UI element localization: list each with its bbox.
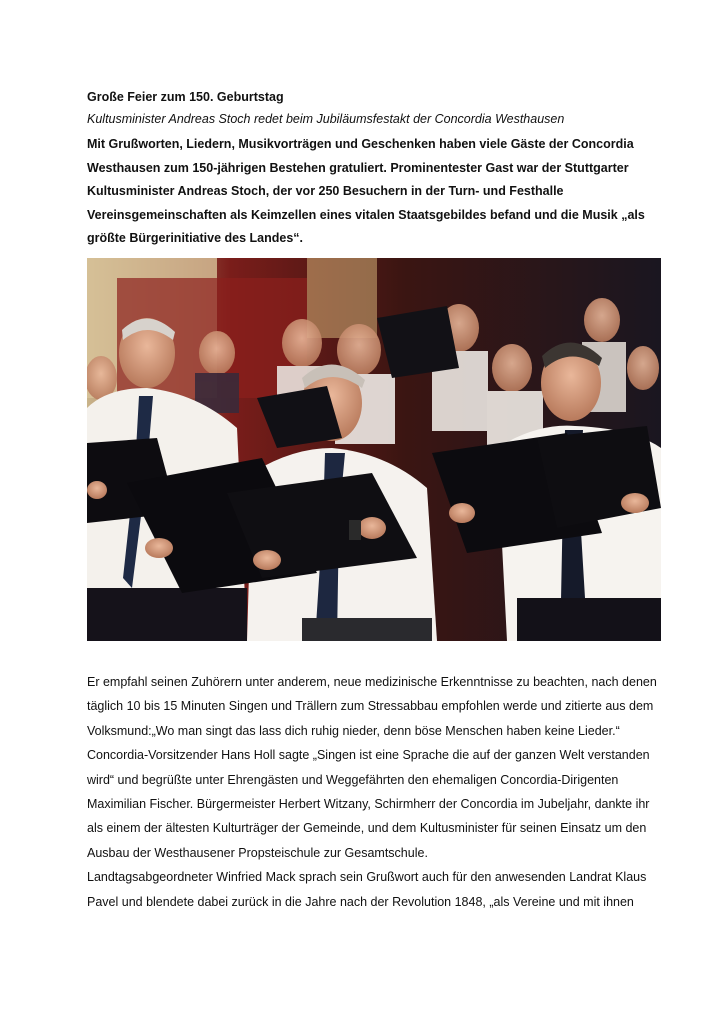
choir-photo-illustration [87,258,661,641]
paragraph: Er empfahl seinen Zuhörern unter anderem, neue medizinische Erkenntnisse zu beachten, nach denen täglich 10 bis 15 Minuten Singen und Trällern zum Stressabbau empfohlen werde und zitierte aus dem Volksmund:„Wo man singt das lass dich ruhig nieder, denn böse Menschen haben keine Lieder.“ [87,675,657,738]
article-body [87,670,667,914]
article-title: Große Feier zum 150. Geburtstag [87,90,284,104]
paragraph: Landtagsabgeordneter Winfried Mack sprach sein Grußwort auch für den anwesenden Landrat Klaus Pavel und blendete dabei zurück in die Jahre nach der Revolution 1848, „als Vereine und mit ihnen [87,870,647,909]
choir-photo [87,258,661,641]
article-lead: Mit Grußworten, Liedern, Musikvorträgen und Geschenken haben viele Gäste der Concordia Westhausen zum 150-jährigen Bestehen gratuliert. Prominentester Gast war der Stuttgarter Kultusminister Andreas Stoch, der vor 250 Besuchern in der Turn- und Festhalle Vereinsgemeinschaften als Keimzellen eines vitalen Staatsgebildes befand und die Musik „als größte Bürgerinitiative des Landes“. [87,137,645,246]
paragraph: Concordia-Vorsitzender Hans Holl sagte „Singen ist eine Sprache die auf der ganzen Welt verstanden wird“ und begrüßte unter Ehrengästen und Weggefährten den ehemaligen Concordia-Dirigenten Maximilian Fischer. Bürgermeister Herbert Witzany, Schirmherr der Concordia im Jubeljahr, dankte ihr als einem der ältesten Kulturträger der Gemeinde, und dem Kultusminister für seinen Einsatz um den Ausbau der Westhausener Propsteischule zur Gesamtschule. [87,748,650,860]
article-subtitle: Kultusminister Andreas Stoch redet beim Jubiläumsfestakt der Concordia Westhausen [87,112,565,126]
